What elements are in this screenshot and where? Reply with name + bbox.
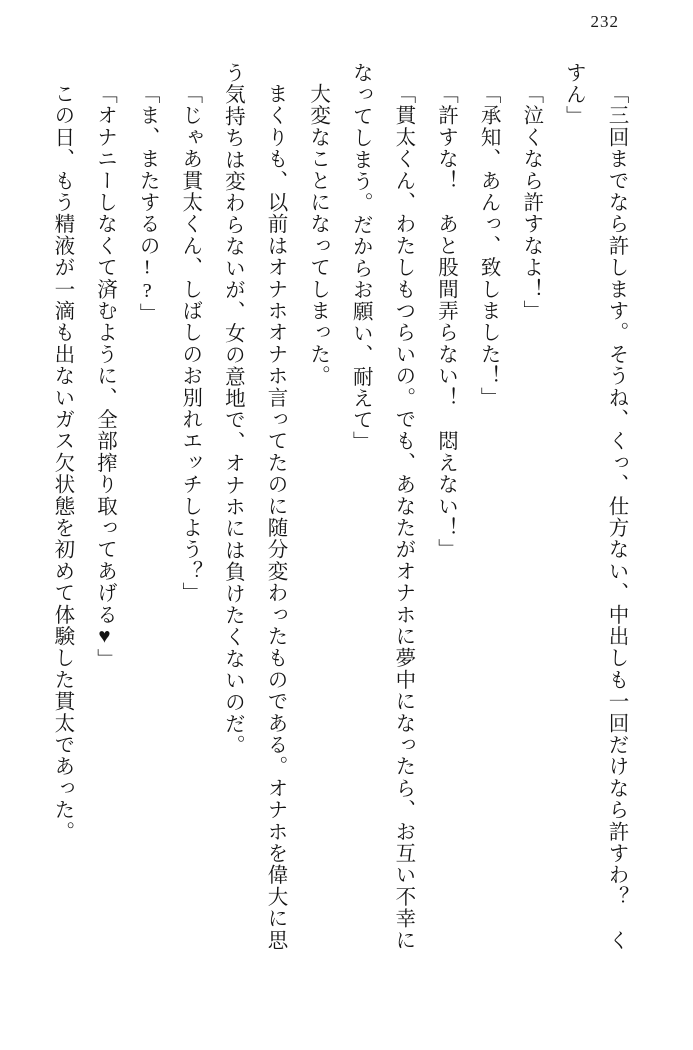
- paragraph: この日、もう精液が一滴も出ないガス欠状態を初めて体験した貫太であった。: [50, 82, 73, 842]
- paragraph: 「三回までなら許します。そうね、くっ、仕方ない、中出しも一回だけなら許すわ？ くすん」: [562, 62, 627, 951]
- paragraph: 「許すな！ あと股間弄らない！ 悶えない！」: [434, 82, 457, 560]
- page-text-body: [48, 62, 637, 962]
- page-number: 232: [590, 12, 619, 31]
- paragraph: 「じゃあ貫太くん、しばしのお別れエッチしよう？」: [178, 82, 201, 604]
- paragraph: 大変なことになってしまった。: [306, 82, 329, 387]
- paragraph: まくりも、以前はオナホオナホ言ってたのに随分変わったものである。オナホを偉大に思う気持ちは変わらないが、女の意地で、オナホには負けたくないのだ。: [221, 62, 286, 951]
- paragraph: 「泣くなら許すなよ！」: [519, 82, 542, 322]
- paragraph: 「承知、あんっ、致しました！」: [477, 82, 500, 408]
- paragraph: 「ま、またするの!?」: [136, 82, 159, 325]
- paragraph: 「貫太くん、わたしもつらいの。でも、あなたがオナホに夢中になったら、お互い不幸になってしまう。だからお願い、耐えて」: [349, 62, 414, 951]
- paragraph: 「オナニーしなくて済むように、全部搾り取ってあげる♥」: [93, 82, 116, 670]
